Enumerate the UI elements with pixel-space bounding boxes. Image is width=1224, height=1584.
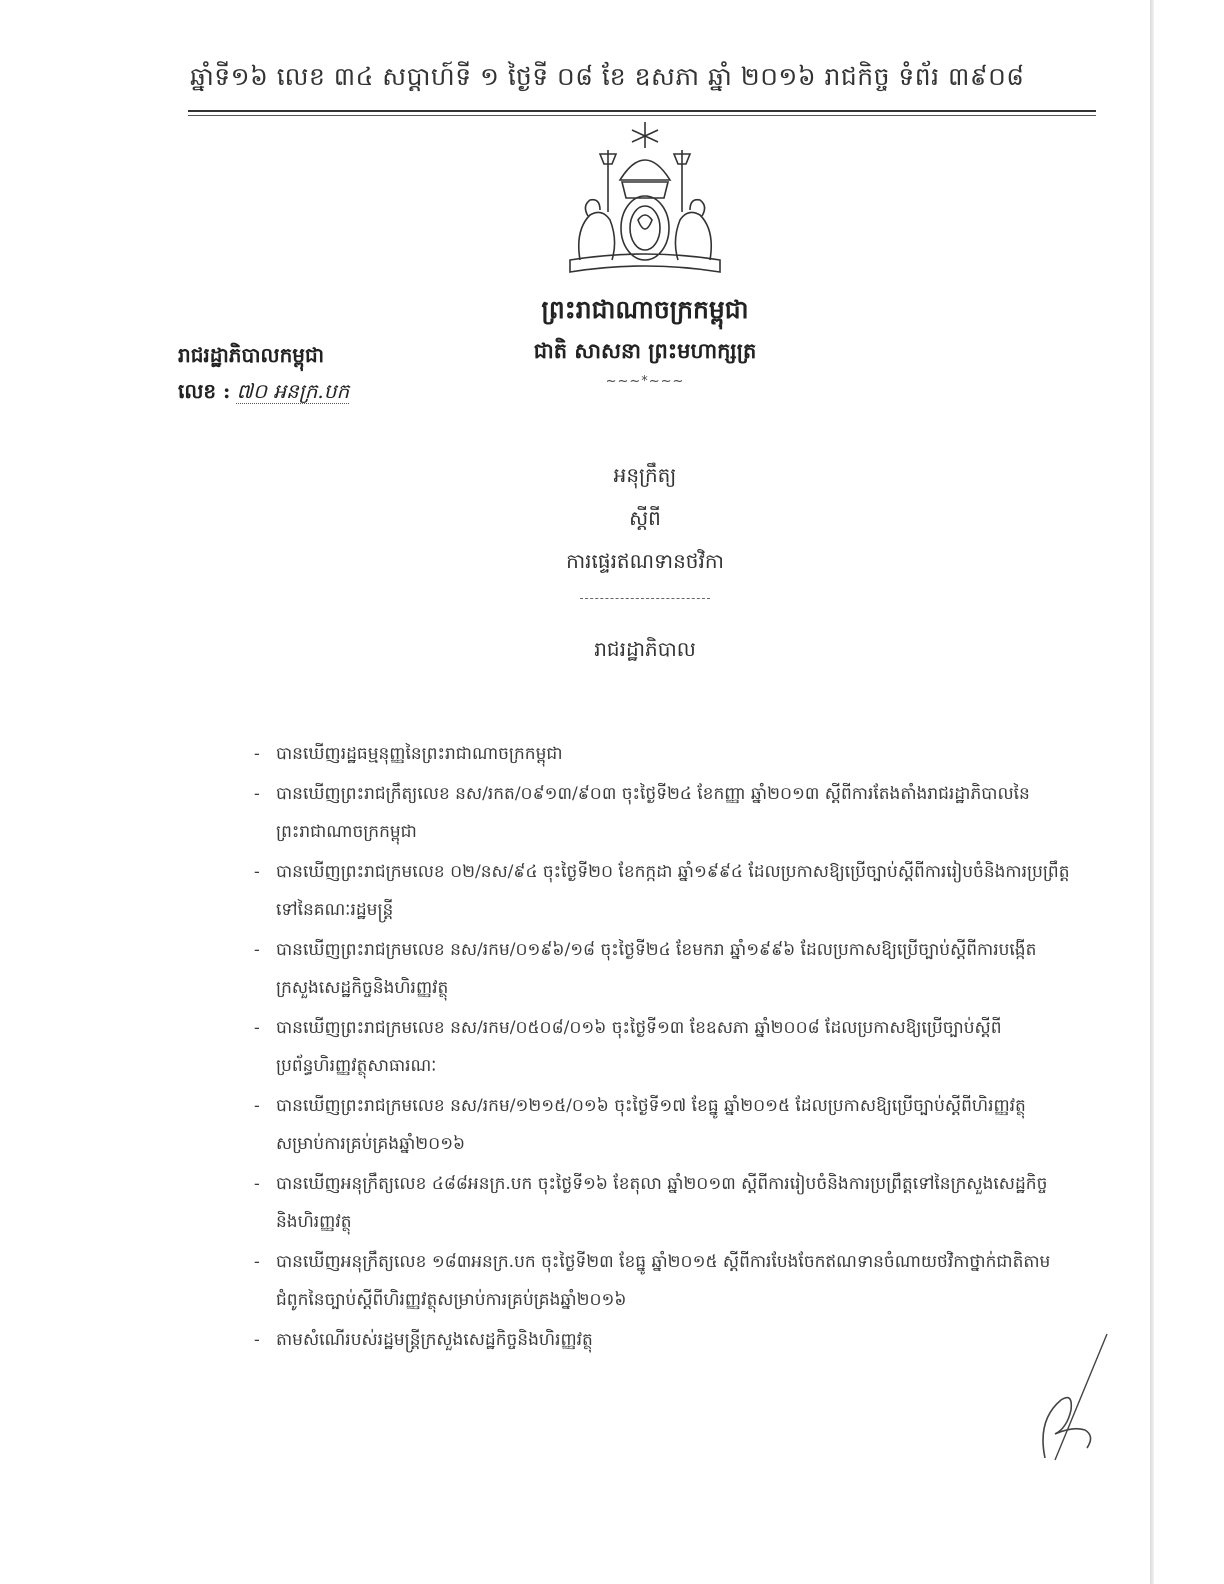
section-divider [580,598,710,599]
bullet-dash: - [254,1018,260,1038]
citation-item [250,735,1070,773]
bullet-dash: - [254,1174,260,1194]
header-rule-thin [188,115,1096,116]
reference-number [178,378,458,408]
document-type: អនុក្រឹត្យ [613,463,677,487]
citation-text: បានឃើញព្រះរាជក្រឹត្យលេខ នស/រកត/០៩១៣/៩០៣ ចុះថ្ងៃទី២៤ ខែកញ្ញា ឆ្នាំ២០១៣ ស្តីពីការតែងតាំងរាជរដ្ឋាភិបាលនៃព្រះរាជាណាចក្រកម្ពុជា [276,784,1030,842]
citation-text: បានឃើញព្រះរាជក្រមលេខ នស/រកម/០៥០៨/០១៦ ចុះថ្ងៃទី១៣ ខែឧសភា ឆ្នាំ២០០៨ ដែលប្រកាសឱ្យប្រើច្បាប់ស្តីពីប្រព័ន្ធហិរញ្ញវត្ថុសាធារណៈ [276,1018,1002,1076]
reference-label: លេខ : [178,379,231,403]
bullet-dash: - [254,862,260,882]
bullet-dash: - [254,1330,260,1350]
citation-item [250,931,1070,1007]
header-rule [188,110,1096,112]
gazette-header: ឆ្នាំទី១៦ លេខ ៣៤ សប្តាហ៍ទី ១ ថ្ងៃទី ០៨ ខែ ឧសភា ឆ្នាំ ២០១៦ រាជកិច្ច ទំព័រ ៣៩០៨ [190,62,1025,91]
citation-text: តាមសំណើរបស់រដ្ឋមន្ត្រីក្រសួងសេដ្ឋកិច្ចនិងហិរញ្ញវត្ថុ [276,1330,593,1350]
citation-item [250,853,1070,929]
scan-edge [1150,0,1154,1584]
citation-item [250,1009,1070,1085]
handwritten-initials-signature [1015,1330,1125,1470]
citation-text: បានឃើញព្រះរាជក្រមលេខ ០២/នស/៩៤ ចុះថ្ងៃទី២០ ខែកក្កដា ឆ្នាំ១៩៩៤ ដែលប្រកាសឱ្យប្រើច្បាប់ស្តីពីការរៀបចំនិងការប្រព្រឹត្តទៅនៃគណៈរដ្ឋមន្ត្រី [276,862,1070,920]
document-subject: ការផ្ទេរឥណទានថវិកា [566,549,724,573]
ornament-divider: ~~~*~~~ [605,374,685,389]
government-name: រាជរដ្ឋាភិបាលកម្ពុជា [178,343,324,367]
reference-value: ៧០ អនក្រ.បក [236,379,350,403]
issuer-heading: រាជរដ្ឋាភិបាល [594,637,696,661]
citation-item [250,1243,1070,1319]
citation-text: បានឃើញរដ្ឋធម្មនុញ្ញនៃព្រះរាជាណាចក្រកម្ពុជា [276,744,563,764]
citation-item [250,1165,1070,1241]
citation-item [250,775,1070,851]
royal-coat-of-arms-icon [560,120,730,285]
citation-text: បានឃើញព្រះរាជក្រមលេខ នស/រកម/០១៩៦/១៨ ចុះថ្ងៃទី២៤ ខែមករា ឆ្នាំ១៩៩៦ ដែលប្រកាសឱ្យប្រើច្បាប់ស្តីពីការបង្កើតក្រសួងសេដ្ឋកិច្ចនិងហិរញ្ញវត្ថុ [276,940,1037,998]
about-label: ស្តីពី [629,506,661,530]
kingdom-title: ព្រះរាជាណាចក្រកម្ពុជា [541,295,749,324]
bullet-dash: - [254,784,260,804]
bullet-dash: - [254,744,260,764]
bullet-dash: - [254,1252,260,1272]
national-motto: ជាតិ សាសនា ព្រះមហាក្សត្រ [533,338,757,363]
citation-item [250,1087,1070,1163]
citation-text: បានឃើញអនុក្រឹត្យលេខ ៤៨៨អនក្រ.បក ចុះថ្ងៃទី១៦ ខែតុលា ឆ្នាំ២០១៣ ស្តីពីការរៀបចំនិងការប្រព្រឹត្តទៅនៃក្រសួងសេដ្ឋកិច្ចនិងហិរញ្ញវត្ថុ [276,1174,1048,1232]
legal-citations-list [250,735,1070,1361]
citation-text: បានឃើញអនុក្រឹត្យលេខ ១៨៣អនក្រ.បក ចុះថ្ងៃទី២៣ ខែធ្នូ ឆ្នាំ២០១៥ ស្តីពីការបែងចែកឥណទានចំណាយថវិកាថ្នាក់ជាតិតាមជំពូកនៃច្បាប់ស្តីពីហិរញ្ញវត្ថុសម្រាប់ការគ្រប់គ្រងឆ្នាំ២០១៦ [276,1252,1051,1310]
citation-item [250,1321,1070,1359]
bullet-dash: - [254,940,260,960]
bullet-dash: - [254,1096,260,1116]
citation-text: បានឃើញព្រះរាជក្រមលេខ នស/រកម/១២១៥/០១៦ ចុះថ្ងៃទី១៧ ខែធ្នូ ឆ្នាំ២០១៥ ដែលប្រកាសឱ្យប្រើច្បាប់ស្តីពីហិរញ្ញវត្ថុសម្រាប់ការគ្រប់គ្រងឆ្នាំ២០១៦ [276,1096,1026,1154]
